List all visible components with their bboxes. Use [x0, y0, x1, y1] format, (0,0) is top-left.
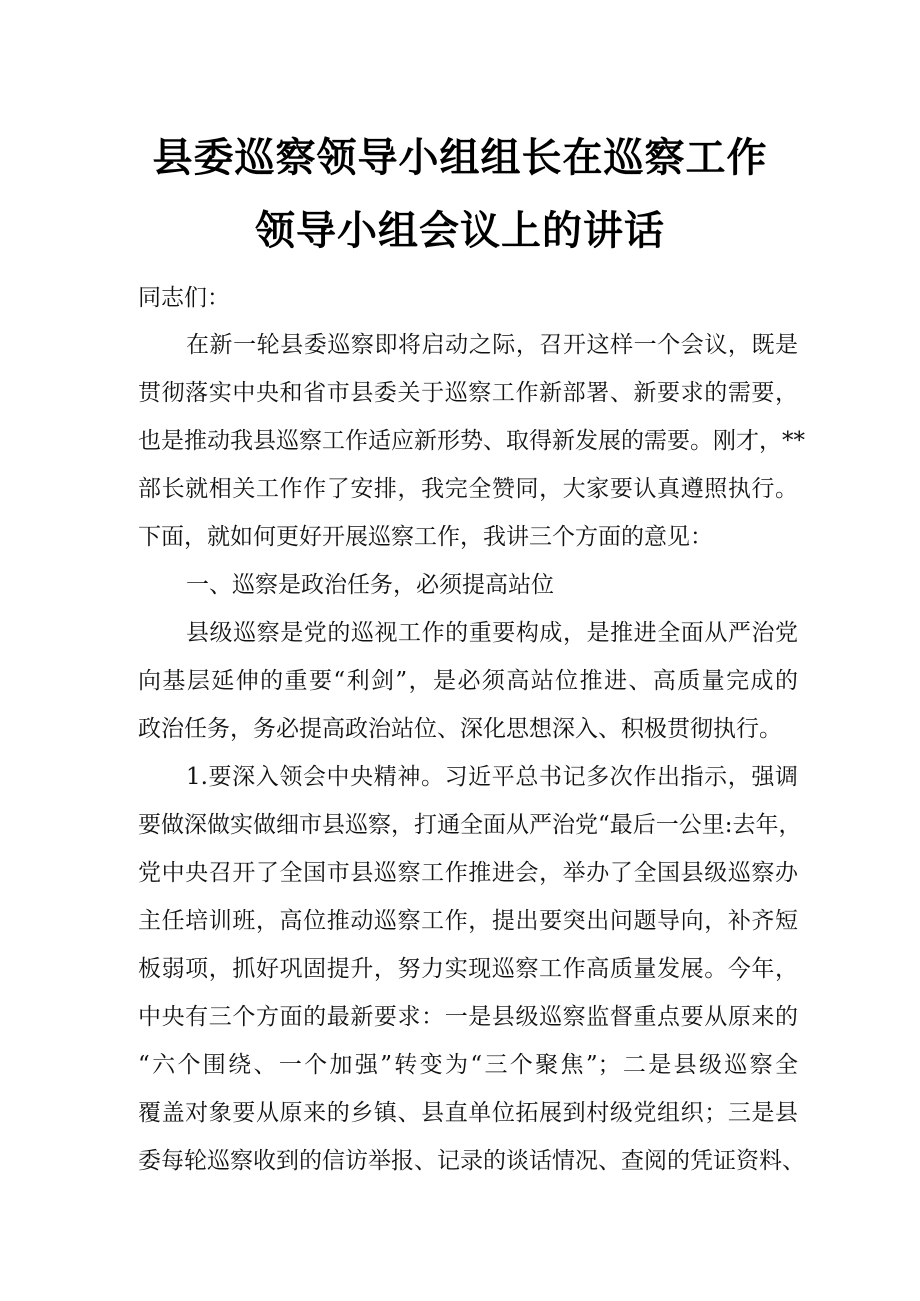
- paragraph-line: 委每轮巡察收到的信访举报、记录的谈话情况、查阅的凭证资料、: [138, 1148, 805, 1174]
- section-heading: 一、巡察是政治任务，必须提高站位: [186, 572, 554, 598]
- paragraph-line: 县级巡察是党的巡视工作的重要构成，是推进全面从严治党: [186, 620, 798, 646]
- title-line-2: 领导小组会议上的讲话: [255, 208, 665, 254]
- paragraph-line: 党中央召开了全国市县巡察工作推进会，举办了全国县级巡察办: [138, 860, 798, 886]
- paragraph-line: 主任培训班，高位推动巡察工作，提出要突出问题导向，补齐短: [138, 908, 798, 934]
- paragraph-line: 在新一轮县委巡察即将启动之际，召开这样一个会议，既是: [186, 332, 798, 358]
- paragraph-line: 1.要深入领会中央精神。习近平总书记多次作出指示，强调: [186, 764, 798, 790]
- paragraph-line: “六个围绕、一个加强”转变为“三个聚焦”；二是县级巡察全: [138, 1052, 798, 1078]
- paragraph-line: 也是推动我县巡察工作适应新形势、取得新发展的需要。刚才，**: [138, 428, 805, 454]
- paragraph-line: 部长就相关工作作了安排，我完全赞同，大家要认真遵照执行。: [138, 476, 798, 502]
- paragraph-line: 要做深做实做细市县巡察，打通全面从严治党“最后一公里:去年，: [138, 812, 802, 838]
- paragraph-line: 中央有三个方面的最新要求：一是县级巡察监督重点要从原来的: [138, 1004, 798, 1030]
- paragraph-line: 下面，就如何更好开展巡察工作，我讲三个方面的意见：: [138, 524, 713, 550]
- paragraph-line: 向基层延伸的重要“利剑”，是必须高站位推进、高质量完成的: [138, 668, 798, 694]
- title-line-1: 县委巡察领导小组组长在巡察工作: [152, 135, 768, 181]
- paragraph-line: 政治任务，务必提高政治站位、深化思想深入、积极贯彻执行。: [138, 716, 782, 742]
- paragraph-line: 板弱项，抓好巩固提升，努力实现巡察工作高质量发展。今年，: [138, 956, 798, 982]
- paragraph-line: 覆盖对象要从原来的乡镇、县直单位拓展到村级党组织；三是县: [138, 1100, 798, 1126]
- salutation: 同志们：: [138, 285, 230, 311]
- paragraph-line: 贯彻落实中央和省市县委关于巡察工作新部署、新要求的需要，: [138, 380, 798, 406]
